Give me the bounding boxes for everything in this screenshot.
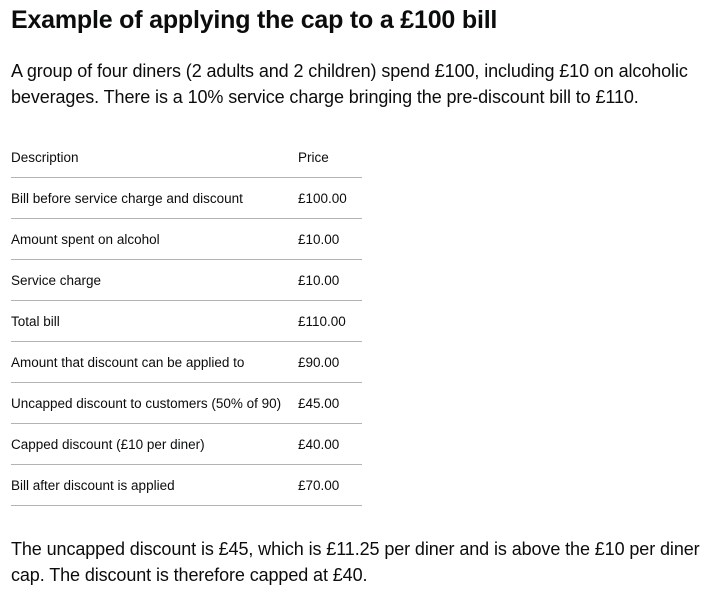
row-price: £70.00 xyxy=(298,465,362,506)
row-price: £10.00 xyxy=(298,219,362,260)
row-description: Bill after discount is applied xyxy=(11,465,298,506)
row-price: £45.00 xyxy=(298,383,362,424)
table-row xyxy=(11,342,362,383)
table-row xyxy=(11,424,362,465)
row-description: Amount that discount can be applied to xyxy=(11,342,298,383)
row-description: Bill before service charge and discount xyxy=(11,178,298,219)
conclusion-paragraph: The uncapped discount is £45, which is £11.25 per diner and is above the £10 per diner cap. The discount is therefore capped at £40. xyxy=(11,539,700,585)
table-row xyxy=(11,260,362,301)
table-row xyxy=(11,383,362,424)
row-price: £110.00 xyxy=(298,301,362,342)
row-price: £100.00 xyxy=(298,178,362,219)
table-row xyxy=(11,219,362,260)
column-header-description: Description xyxy=(11,137,298,178)
row-description: Uncapped discount to customers (50% of 90) xyxy=(11,383,298,424)
column-header-price: Price xyxy=(298,137,362,178)
row-price: £40.00 xyxy=(298,424,362,465)
row-price: £90.00 xyxy=(298,342,362,383)
row-price: £10.00 xyxy=(298,260,362,301)
cost-breakdown-table xyxy=(11,137,362,506)
table-row xyxy=(11,301,362,342)
table-header-row xyxy=(11,137,362,178)
row-description: Amount spent on alcohol xyxy=(11,219,298,260)
row-description: Capped discount (£10 per diner) xyxy=(11,424,298,465)
intro-paragraph: A group of four diners (2 adults and 2 children) spend £100, including £10 on alcoholic beverages. There is a 10% service charge bringing the pre-discount bill to £110. xyxy=(11,61,688,107)
section-heading: Example of applying the cap to a £100 bill xyxy=(11,6,498,34)
row-description: Service charge xyxy=(11,260,298,301)
row-description: Total bill xyxy=(11,301,298,342)
table-row xyxy=(11,465,362,506)
table-row xyxy=(11,178,362,219)
